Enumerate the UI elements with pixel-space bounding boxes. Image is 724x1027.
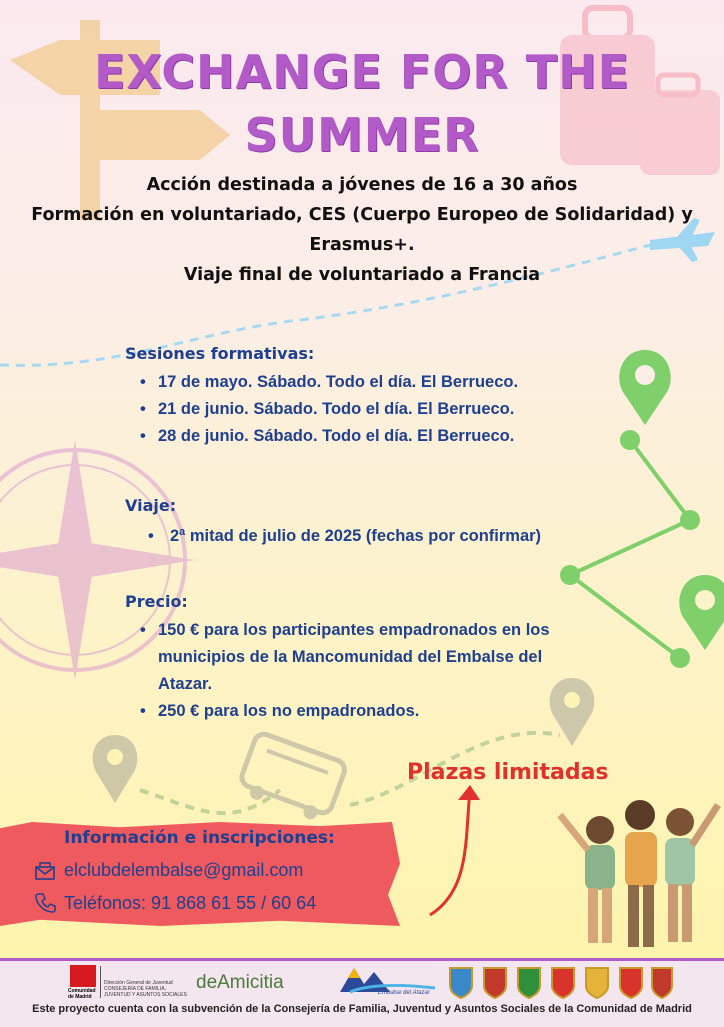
coat-of-arms-icon bbox=[484, 968, 506, 998]
intro-text bbox=[20, 170, 704, 290]
funding-footer-text: Este proyecto cuenta con la subvención de la Consejería de Familia, Juventud y Asuntos Sociales de la Comunidad de Madrid bbox=[32, 1003, 692, 1015]
coat-of-arms-icon bbox=[586, 968, 608, 998]
madrid-logo-line-1: Comunidad bbox=[68, 988, 96, 994]
plazas-limitadas-label: Plazas limitadas bbox=[407, 760, 609, 785]
intro-line-3: Erasmus+. bbox=[309, 235, 415, 255]
madrid-logo-line-2: de Madrid bbox=[68, 994, 92, 1000]
precio-item-1-line-3: Atazar. bbox=[158, 675, 213, 693]
page-title-line-2: SUMMER bbox=[244, 108, 480, 162]
embalse-atazar-logo-text: Embalse del Atazar bbox=[378, 990, 430, 996]
page-title-line-1: EXCHANGE FOR THE bbox=[93, 45, 631, 99]
people-group-icon bbox=[560, 800, 718, 947]
department-line-3: JUVENTUD Y ASUNTOS SOCIALES bbox=[104, 992, 187, 998]
sesiones-heading: Sesiones formativas: bbox=[125, 344, 315, 363]
intro-line-1: Acción destinada a jóvenes de 16 a 30 años bbox=[146, 175, 578, 195]
department-text bbox=[104, 980, 187, 998]
viaje-heading: Viaje: bbox=[125, 496, 177, 515]
email-link[interactable]: elclubdelembalse@gmail.com bbox=[64, 860, 304, 880]
comunidad-madrid-logo bbox=[70, 965, 96, 987]
footer-divider bbox=[100, 966, 101, 998]
department-line-2: CONSEJERÍA DE FAMILIA, bbox=[104, 986, 166, 992]
list-item bbox=[140, 617, 610, 698]
precio-heading: Precio: bbox=[125, 592, 188, 611]
intro-line-2: Formación en voluntariado, CES (Cuerpo Europeo de Solidaridad) y bbox=[31, 205, 693, 225]
phone-icon bbox=[34, 892, 56, 914]
precio-item-1-line-2: municipios de la Mancomunidad del Embalse del bbox=[158, 648, 543, 666]
list-item: • 250 € para los no empadronados. bbox=[140, 698, 610, 725]
phone-row bbox=[34, 892, 316, 914]
arrow-icon bbox=[430, 790, 470, 915]
info-title: Información e inscripciones: bbox=[64, 828, 335, 848]
precio-item-1-line-1: • 150 € para los participantes empadronados en los bbox=[158, 621, 550, 639]
coats-of-arms-row bbox=[446, 962, 674, 1002]
department-line-1: Dirección General de Juventud bbox=[104, 980, 173, 986]
coat-of-arms-icon bbox=[518, 968, 540, 998]
precio-list bbox=[140, 617, 610, 725]
email-icon bbox=[34, 861, 56, 881]
madrid-logo-text bbox=[68, 988, 96, 1000]
email-row bbox=[34, 860, 303, 881]
coat-of-arms-icon bbox=[652, 968, 672, 998]
coat-of-arms-icon bbox=[450, 968, 472, 998]
phone-text: Teléfonos: 91 868 61 55 / 60 64 bbox=[64, 892, 317, 913]
deamicitia-logo: deAmicitia bbox=[196, 972, 284, 993]
intro-line-4: Viaje final de voluntariado a Francia bbox=[183, 265, 541, 285]
sesiones-list bbox=[140, 369, 660, 450]
list-item: • 21 de junio. Sábado. Todo el día. El Berrueco. bbox=[140, 396, 660, 423]
list-item: • 28 de junio. Sábado. Todo el día. El Berrueco. bbox=[140, 423, 660, 450]
coat-of-arms-icon bbox=[620, 968, 642, 998]
viaje-list bbox=[148, 523, 648, 550]
list-item: • 2ª mitad de julio de 2025 (fechas por confirmar) bbox=[148, 523, 648, 550]
coat-of-arms-icon bbox=[552, 968, 574, 998]
list-item: • 17 de mayo. Sábado. Todo el día. El Berrueco. bbox=[140, 369, 660, 396]
